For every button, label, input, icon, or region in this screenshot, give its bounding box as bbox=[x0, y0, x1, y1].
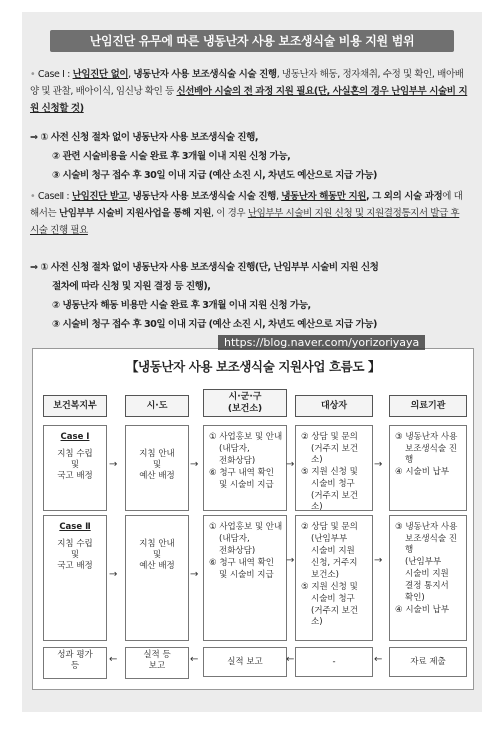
cell-text: ④ 시술비 납부 bbox=[395, 467, 450, 477]
arrow-left-icon: ← bbox=[286, 654, 295, 665]
header-sigungu-line1: 시·군·구 bbox=[228, 392, 262, 402]
cell-text: 전화상담) bbox=[219, 546, 256, 556]
cell-text: 및 bbox=[152, 460, 162, 470]
bottom-cell-sido: 실적 등 보고 bbox=[125, 647, 189, 679]
case2-hospital-cell bbox=[389, 515, 467, 641]
cell-text: 시술비 청구 bbox=[311, 594, 355, 604]
section-title: 난임진단 유무에 따른 냉동난자 사용 보조생식술 비용 지원 범위 bbox=[50, 30, 454, 52]
plain-text: 에 대해서는 bbox=[30, 191, 463, 219]
cell-text: (거주지 보건소) bbox=[311, 444, 359, 465]
case2-steps bbox=[30, 258, 472, 334]
bottom-cell-target: - bbox=[295, 647, 373, 677]
emphasis-text: 냉동난자 사용 보조생식술 시술 진행 bbox=[133, 69, 277, 80]
step-line: ② 냉동난자 해동 비용만 시술 완료 후 3개월 이내 지원 신청 가능, bbox=[52, 300, 311, 311]
plain-text: , 이 경우 bbox=[211, 208, 248, 219]
arrow-left-icon: ← bbox=[374, 654, 383, 665]
emphasis-text: 냉동난자 해동만 지원 bbox=[281, 191, 366, 202]
cell-text: 및 시술비 지급 bbox=[219, 480, 274, 490]
cell-text: (거주지 보건소) bbox=[311, 606, 359, 627]
cell-text: (난임부부 bbox=[405, 557, 442, 567]
case2-paragraph bbox=[30, 188, 470, 239]
header-sigungu bbox=[203, 389, 287, 417]
arrow-right-icon: → bbox=[374, 555, 383, 566]
bullet: • bbox=[30, 191, 36, 202]
cell-text: ⑤ 지원 신청 및 bbox=[301, 582, 358, 592]
cell-text: ⑤ 지원 신청 및 bbox=[301, 467, 358, 477]
cell-text: ① 사업홍보 및 안내 bbox=[209, 432, 283, 442]
step-line: ⇒ ① 사전 신청 절차 없이 냉동난자 사용 보조생식술 진행(단, 난임부부 시술비 지원 신청 bbox=[30, 262, 379, 273]
cell-text: 국고 배정 bbox=[57, 471, 93, 481]
case1-target-cell bbox=[295, 425, 373, 511]
case-label: Case Ⅰ bbox=[60, 432, 90, 442]
header-target: 대상자 bbox=[295, 395, 373, 417]
step-line: 절차에 따라 신청 및 지원 결정 등 진행), bbox=[52, 281, 211, 292]
cell-text: ③ 냉동난자 사용 bbox=[395, 432, 458, 442]
case-label: Case Ⅰ : bbox=[37, 69, 73, 80]
step-line: ③ 시술비 청구 접수 후 30일 이내 지급 (예산 소진 시, 차년도 예산으로 지급 가능) bbox=[52, 319, 377, 330]
arrow-right-icon: → bbox=[109, 569, 118, 580]
arrow-right-icon: → bbox=[286, 555, 295, 566]
case1-steps bbox=[30, 128, 472, 185]
header-hospital: 의료기관 bbox=[389, 395, 467, 417]
case1-hospital-cell bbox=[389, 425, 467, 511]
cell-text: (거주지 보건소) bbox=[311, 491, 359, 512]
plain-text: , bbox=[128, 69, 134, 80]
emphasis-text: 신선배아 시술의 전 과정 지원 필요(단, 사실혼의 경우 난임부부 시술비 지원 신청할 것) bbox=[30, 86, 468, 114]
bottom-cell-sigungu: 실적 보고 bbox=[203, 647, 287, 677]
cell-text: 보조생식술 진행 bbox=[405, 444, 457, 465]
bottom-cell-hospital: 자료 제출 bbox=[389, 647, 467, 677]
cell-text: 보건소) bbox=[311, 570, 339, 580]
cell-text: 지침 수립 bbox=[57, 449, 93, 459]
arrow-right-icon: → bbox=[190, 459, 199, 470]
bottom-cell-mohw: 성과 평가 등 bbox=[43, 647, 107, 679]
plain-text: , 냉동난자 해동, 정자채취, 수정 및 확인, 배아배양 및 관찰, 배아이식, 임신낭 확인 등 bbox=[30, 69, 464, 97]
arrow-right-icon: → bbox=[374, 459, 383, 470]
cell-text: ① 사업홍보 및 안내 bbox=[209, 522, 283, 532]
cell-text: ③ 냉동난자 사용 bbox=[395, 522, 458, 532]
plain-text: , bbox=[127, 191, 133, 202]
cell-text: (내담자, bbox=[219, 534, 250, 544]
cell-text: ⑥ 청구 내역 확인 bbox=[209, 558, 274, 568]
cell-text: 예산 배정 bbox=[139, 561, 175, 571]
case-label: Case Ⅱ bbox=[59, 522, 91, 532]
case1-sido-cell bbox=[125, 425, 189, 511]
emphasis-text: , 그 외의 시술 과정 bbox=[366, 191, 443, 202]
cell-text: 시술비 지원 bbox=[405, 569, 449, 579]
blog-watermark: https://blog.naver.com/yorizoriyaya bbox=[218, 335, 425, 350]
arrow-right-icon: → bbox=[109, 459, 118, 470]
step-line: ③ 시술비 청구 접수 후 30일 이내 지급 (예산 소진 시, 차년도 예산으로 지급 가능) bbox=[52, 170, 377, 181]
case2-mohw-cell bbox=[43, 515, 107, 641]
cell-text: ② 상담 및 문의 bbox=[301, 432, 358, 442]
case1-sigungu-cell bbox=[203, 425, 287, 511]
step-line: ⇒ ① 사전 신청 절차 없이 냉동난자 사용 보조생식술 진행, bbox=[30, 132, 258, 143]
plain-text: , bbox=[275, 191, 282, 202]
cell-text: 및 시술비 지급 bbox=[219, 570, 274, 580]
case2-target-cell bbox=[295, 515, 373, 641]
cell-text: 지침 안내 bbox=[139, 539, 175, 549]
case-label: CaseⅡ : bbox=[37, 191, 72, 202]
emphasis-text: 난임부부 시술비 지원사업을 통해 지원 bbox=[58, 208, 212, 219]
header-sido: 시·도 bbox=[125, 395, 189, 417]
cell-text: 신청, 거주지 bbox=[311, 558, 358, 568]
arrow-left-icon: ← bbox=[190, 654, 199, 665]
case2-sido-cell bbox=[125, 515, 189, 641]
cell-text: 및 bbox=[70, 550, 80, 560]
case2-sigungu-cell bbox=[203, 515, 287, 641]
header-mohw: 보건복지부 bbox=[43, 395, 107, 417]
arrow-right-icon: → bbox=[286, 459, 295, 470]
cell-text: 예산 배정 bbox=[139, 471, 175, 481]
cell-text: (난임부부 bbox=[311, 534, 348, 544]
cell-text: 보조생식술 진행 bbox=[405, 534, 457, 555]
cell-text: 지침 안내 bbox=[139, 449, 175, 459]
case1-mohw-cell bbox=[43, 425, 107, 511]
cell-text: 지침 수립 bbox=[57, 539, 93, 549]
cell-text: 시술비 지원 bbox=[311, 546, 355, 556]
cell-text: ④ 시술비 납부 bbox=[395, 605, 450, 615]
emphasis-text: 난임진단 없이 bbox=[72, 69, 129, 80]
header-sigungu-line2: (보건소) bbox=[227, 404, 263, 414]
case1-paragraph bbox=[30, 66, 470, 117]
cell-text: 확인) bbox=[405, 593, 425, 603]
cell-text: ⑥ 청구 내역 확인 bbox=[209, 468, 274, 478]
underlined-text: 난임부부 시술비 지원 신청 및 지원결정통지서 발급 후 시술 진행 필요 bbox=[30, 208, 460, 236]
cell-text: 국고 배정 bbox=[57, 561, 93, 571]
cell-text: 시술비 청구 bbox=[311, 479, 355, 489]
cell-text: 전화상담) bbox=[219, 456, 256, 466]
emphasis-text: 난임진단 받고 bbox=[71, 191, 128, 202]
bullet: • bbox=[30, 69, 36, 80]
flowchart-title: 【냉동난자 사용 보조생식술 지원사업 흐름도 】 bbox=[125, 359, 381, 374]
arrow-right-icon: → bbox=[190, 569, 199, 580]
arrow-left-icon: ← bbox=[109, 654, 118, 665]
flowchart-box bbox=[32, 348, 474, 690]
cell-text: 결정 통지서 bbox=[405, 581, 449, 591]
cell-text: 및 bbox=[152, 550, 162, 560]
cell-text: 및 bbox=[70, 460, 80, 470]
emphasis-text: 냉동난자 사용 보조생식술 시술 진행 bbox=[132, 191, 276, 202]
step-line: ② 관련 시술비용을 시술 완료 후 3개월 이내 지원 신청 가능, bbox=[52, 151, 291, 162]
cell-text: (내담자, bbox=[219, 444, 250, 454]
cell-text: ② 상담 및 문의 bbox=[301, 522, 358, 532]
